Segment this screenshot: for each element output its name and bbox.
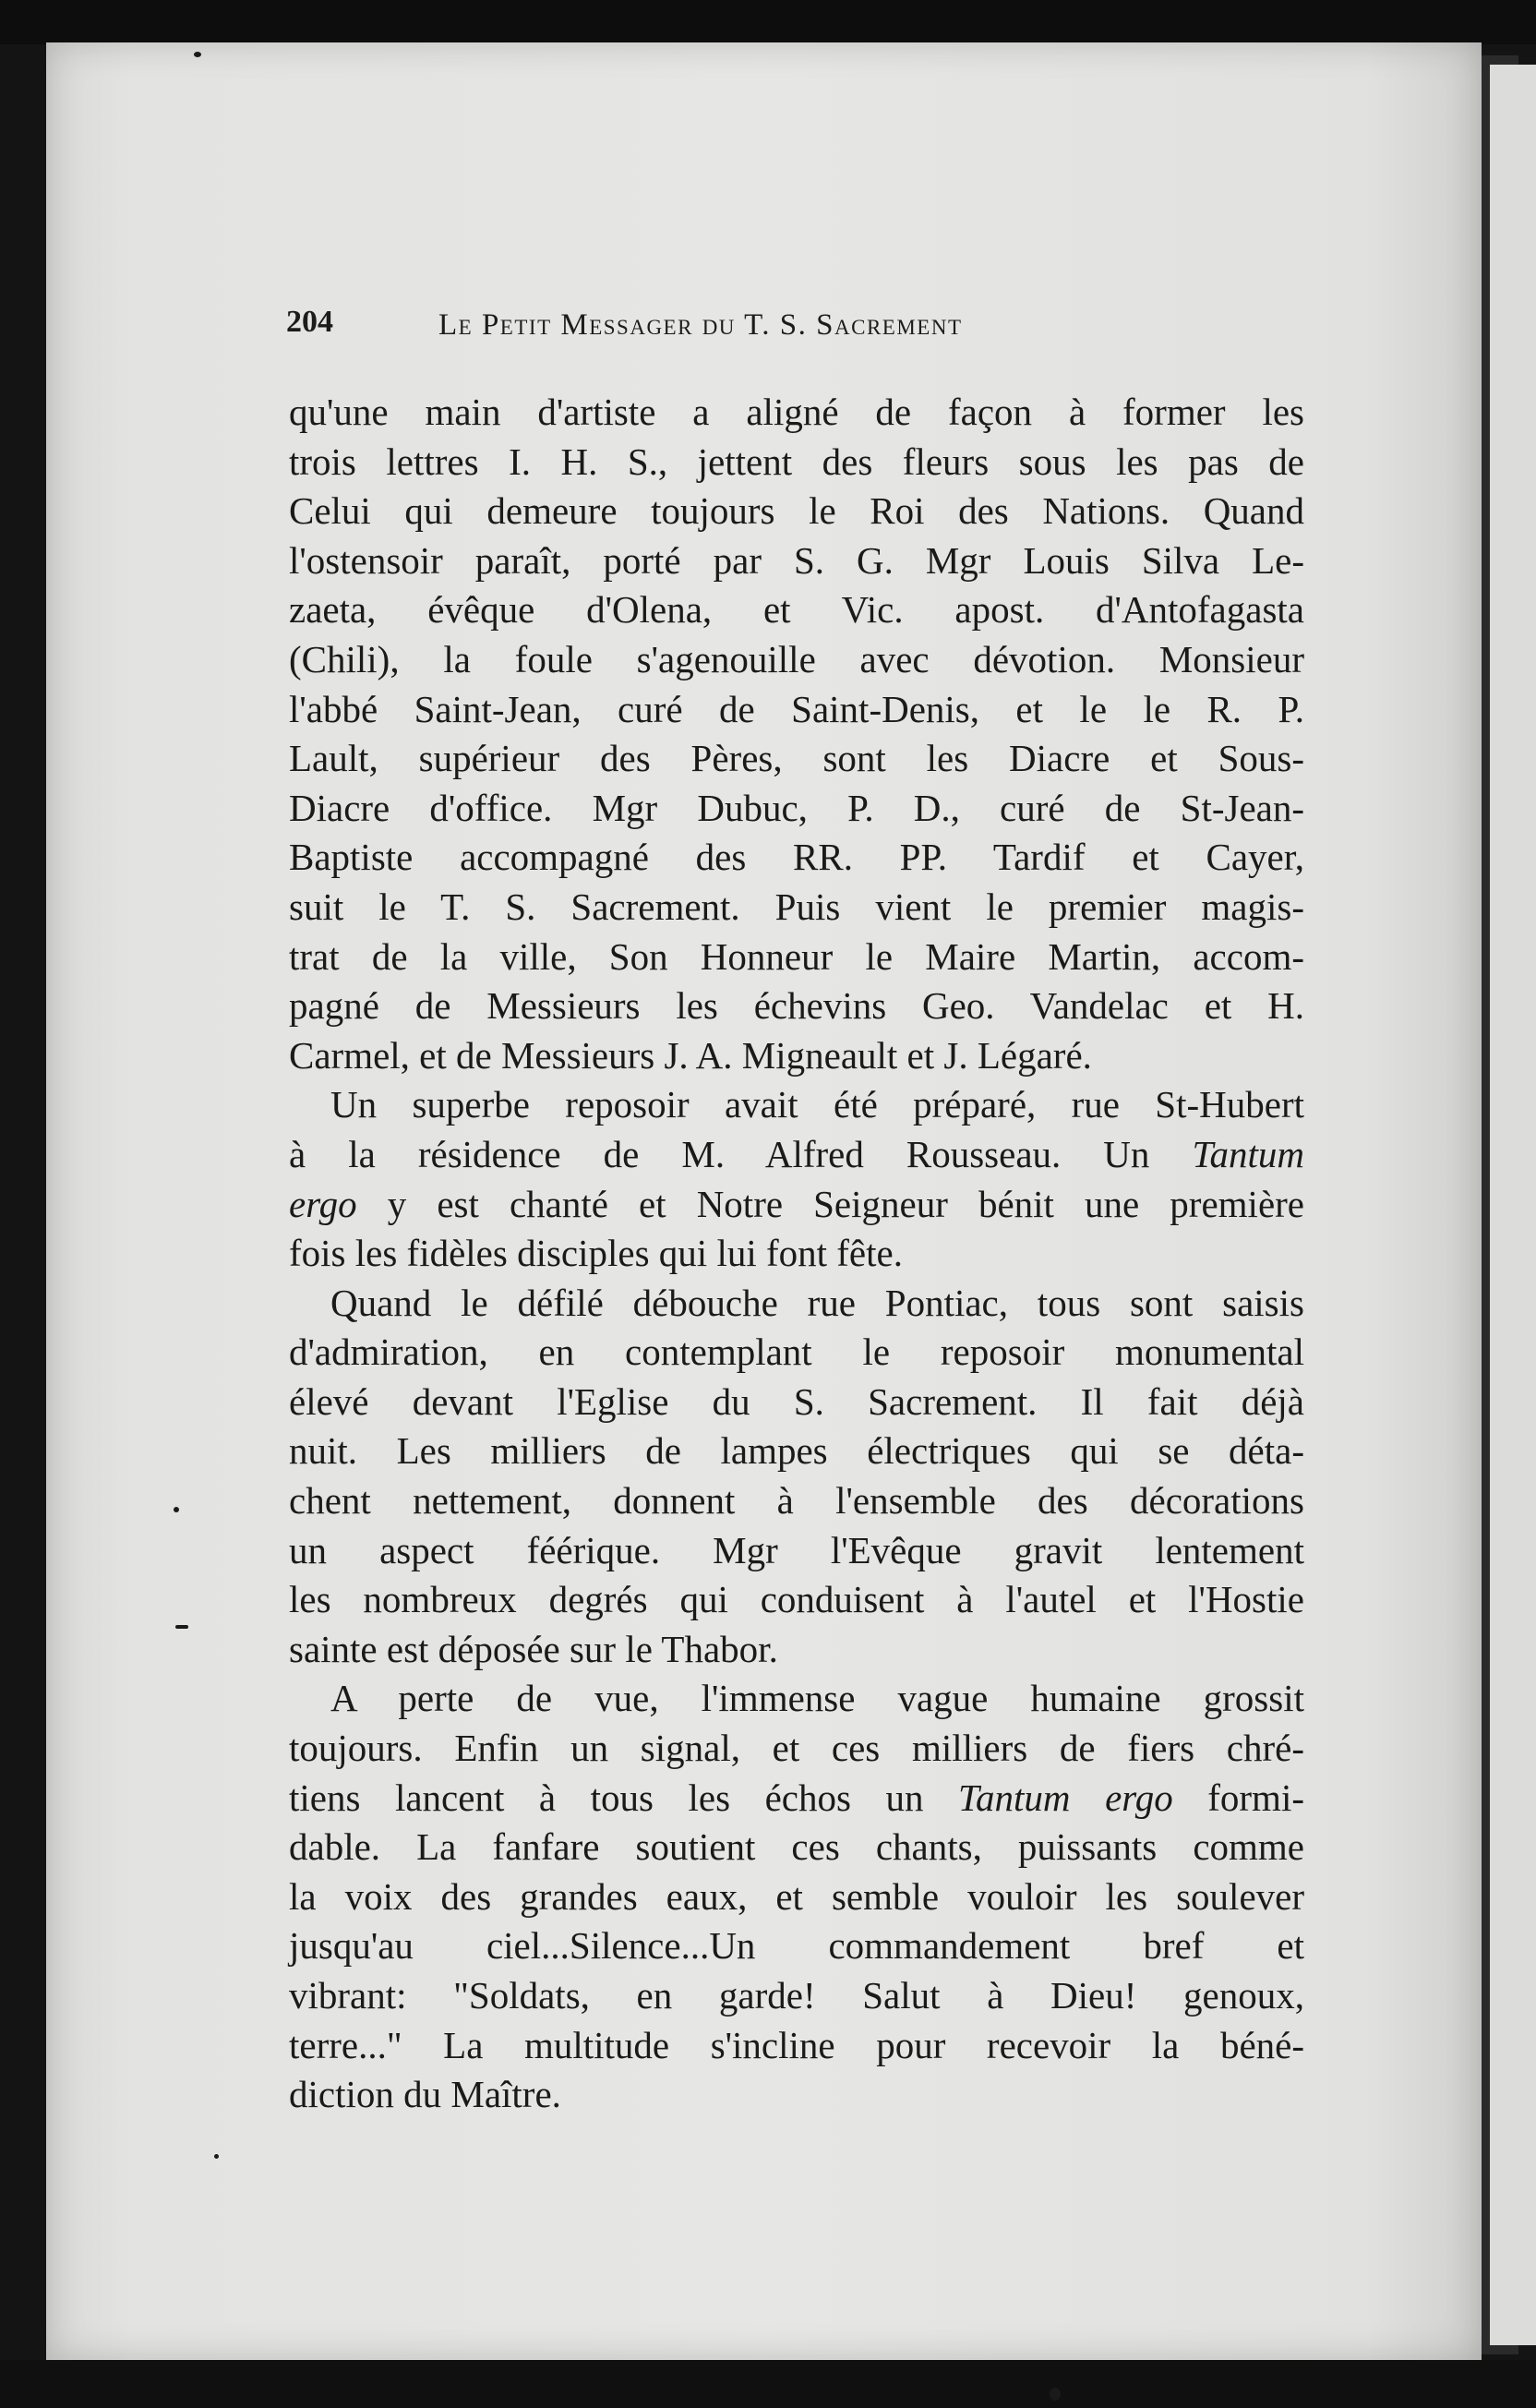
- text-line: (Chili), la foule s'agenouille avec dévotion. Monsieur: [289, 637, 1304, 680]
- text-line-with-italic: [289, 1130, 1304, 1180]
- scan-speck: [214, 2154, 219, 2159]
- page-number: 204: [286, 305, 333, 339]
- scan-speck: [1050, 2388, 1061, 2401]
- paragraph-2: [289, 1080, 1304, 1278]
- text-line: Lault, supérieur des Pères, sont les Diacre et Sous-: [289, 737, 1304, 780]
- text-line: jusqu'au ciel...Silence...Un commandement bref et: [289, 1924, 1304, 1968]
- italic-text: Tantum ergo: [958, 1776, 1173, 1819]
- text-line: A perte de vue, l'immense vague humaine grossit: [330, 1677, 1304, 1720]
- text-line: Carmel, et de Messieurs J. A. Migneault et J. Légaré.: [289, 1033, 1092, 1077]
- scan-top-border: [0, 0, 1536, 44]
- running-header: [286, 305, 1302, 351]
- scan-speck: [194, 52, 201, 57]
- paragraph-3: [289, 1279, 1304, 1675]
- text-line: diction du Maître.: [289, 2073, 561, 2116]
- text-line: fois les fidèles disciples qui lui font fête.: [289, 1232, 903, 1275]
- italic-text: Tantum: [1192, 1132, 1304, 1175]
- text-line: qu'une main d'artiste a aligné de façon à former les: [289, 391, 1304, 433]
- text-line: Un superbe reposoir avait été préparé, rue St-Hubert: [330, 1083, 1304, 1126]
- text-line: Quand le défilé débouche rue Pontiac, tous sont saisis: [330, 1281, 1304, 1324]
- text-line: la voix des grandes eaux, et semble vouloir les soulever: [289, 1874, 1304, 1918]
- text-line: vibrant: "Soldats, en garde! Salut à Dieu! genoux,: [289, 1974, 1304, 2017]
- text-line: nuit. Les milliers de lampes électriques qui se déta-: [289, 1429, 1304, 1473]
- text-line: toujours. Enfin un signal, et ces milliers de fiers chré-: [289, 1727, 1304, 1770]
- text-line: Baptiste accompagné des RR. PP. Tardif et Cayer,: [289, 836, 1304, 879]
- text-line: trat de la ville, Son Honneur le Maire Martin, accom-: [289, 934, 1304, 978]
- scan-bottom-border: [0, 2360, 1536, 2408]
- text-line: pagné de Messieurs les échevins Geo. Vandelac et H.: [289, 984, 1304, 1028]
- text-line: zaeta, évêque d'Olena, et Vic. apost. d'Antofagasta: [289, 588, 1304, 632]
- text-line: terre..." La multitude s'incline pour recevoir la béné-: [289, 2023, 1304, 2066]
- text-line: élevé devant l'Eglise du S. Sacrement. Il fait déjà: [289, 1379, 1304, 1423]
- text-line: chent nettement, donnent à l'ensemble des décorations: [289, 1479, 1304, 1523]
- text-run: y est chanté et Notre Seigneur bénit une première: [356, 1182, 1304, 1225]
- text-line: Celui qui demeure toujours le Roi des Nations. Quand: [289, 489, 1304, 533]
- text-line: suit le T. S. Sacrement. Puis vient le premier magis-: [289, 885, 1304, 928]
- text-line: d'admiration, en contemplant le reposoir monumental: [289, 1330, 1304, 1374]
- paragraph-4: [289, 1674, 1304, 2119]
- text-run: formi-: [1172, 1776, 1304, 1819]
- scan-speck: [174, 1507, 179, 1512]
- text-line-with-italic: [289, 1180, 1304, 1230]
- text-line-with-italic: [289, 1774, 1304, 1824]
- facing-page-edge: [1490, 65, 1536, 2345]
- paragraph-1: [289, 388, 1304, 1080]
- body-text: [289, 388, 1304, 2120]
- italic-text: ergo: [289, 1182, 357, 1225]
- running-title: Le Petit Messager du T. S. Sacrement: [438, 308, 963, 342]
- text-line: dable. La fanfare soutient ces chants, puissants comme: [289, 1825, 1304, 1869]
- text-line: l'abbé Saint-Jean, curé de Saint-Denis, et le le R. P.: [289, 687, 1304, 730]
- text-run: à la résidence de M. Alfred Rousseau. Un: [289, 1132, 1193, 1175]
- text-line: Diacre d'office. Mgr Dubuc, P. D., curé de St-Jean-: [289, 786, 1304, 829]
- text-line: l'ostensoir paraît, porté par S. G. Mgr Louis Silva Le-: [289, 538, 1304, 582]
- text-line: trois lettres I. H. S., jettent des fleurs sous les pas de: [289, 439, 1304, 483]
- scan-speck: [175, 1625, 188, 1629]
- text-line: sainte est déposée sur le Thabor.: [289, 1627, 778, 1670]
- text-line: un aspect féérique. Mgr l'Evêque gravit lentement: [289, 1528, 1304, 1571]
- text-run: tiens lancent à tous les échos un: [289, 1776, 958, 1819]
- text-line: les nombreux degrés qui conduisent à l'autel et l'Hostie: [289, 1578, 1304, 1621]
